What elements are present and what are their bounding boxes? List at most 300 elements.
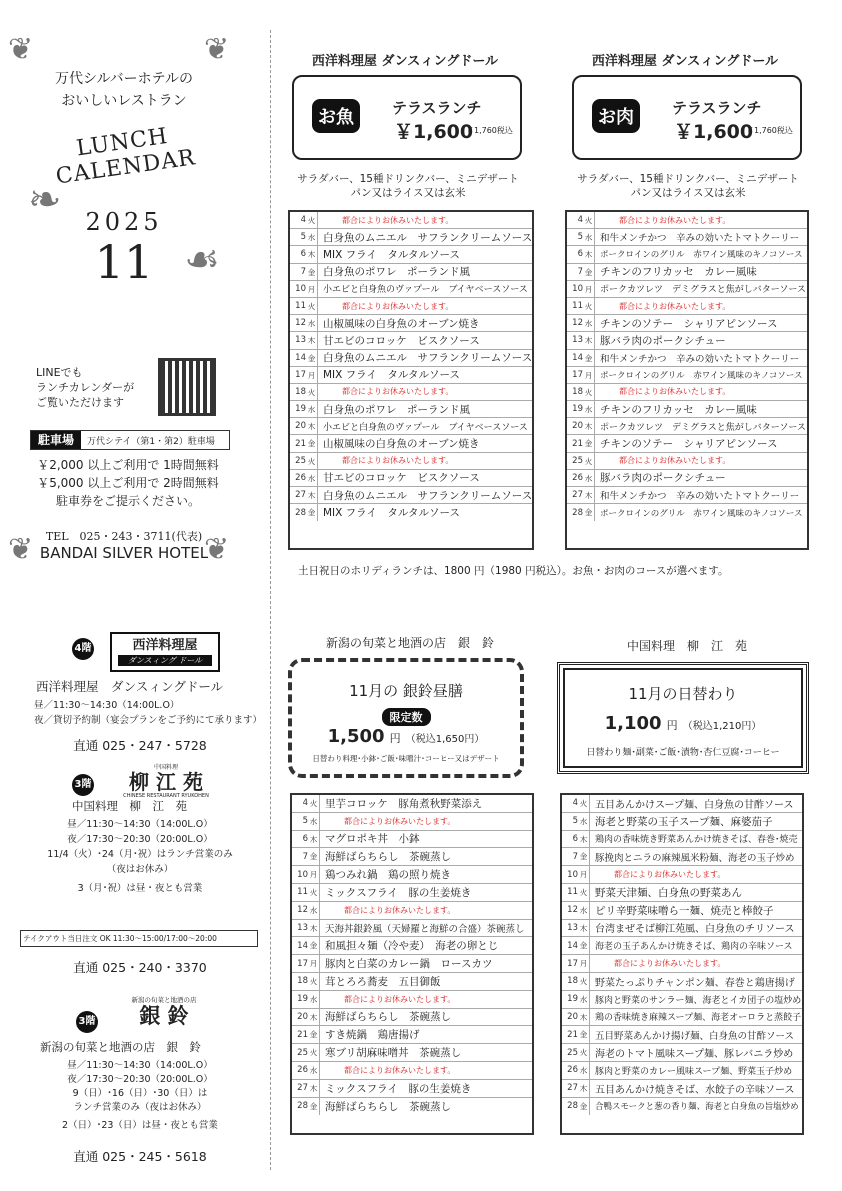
ginrei-price: 1,500: [327, 726, 385, 747]
row-dish: 五目野菜あんかけ揚げ麺、白身魚の甘酢ソース: [595, 1030, 795, 1042]
row-date: 10: [567, 869, 578, 880]
table-row: [562, 848, 802, 866]
table-row: [562, 813, 802, 831]
row-dish: 鶏つみれ鍋 鶏の照り焼き: [325, 869, 451, 882]
row-dish: 和牛メンチかつ 辛みの効いたトマトクーリー: [600, 233, 800, 245]
table-row: [292, 902, 532, 920]
row-weekday: 金: [583, 504, 595, 521]
row-weekday: 火: [308, 973, 320, 990]
row-date: 18: [567, 976, 578, 987]
row-date: 12: [297, 905, 308, 916]
row-weekday: 水: [583, 401, 595, 417]
calendar-month: 11: [94, 235, 154, 289]
row-date: 17: [295, 369, 306, 380]
row-weekday: 水: [583, 470, 595, 486]
row-weekday: 水: [306, 229, 318, 245]
table-row: [567, 212, 807, 229]
table-row: [290, 504, 532, 521]
row-weekday: 木: [578, 920, 590, 937]
table-row: [562, 1026, 802, 1044]
intro-line-1: 万代シルバーホテルの: [55, 71, 193, 87]
row-date: 6: [572, 833, 578, 844]
row-date: 19: [297, 994, 308, 1005]
row-date: 4: [300, 215, 306, 226]
row-weekday: 木: [583, 418, 595, 434]
table-row: [292, 795, 532, 813]
swirl-ornament-icon: ☙: [184, 237, 220, 283]
fish-menu-table: [288, 210, 534, 550]
row-date: 21: [295, 438, 306, 449]
floor-badge: 4階: [72, 638, 94, 660]
row-date: 13: [567, 922, 578, 933]
row-weekday: 木: [306, 246, 318, 262]
ryuko-logo-sub: CHINESE RESTAURANT RYUKOHEN: [123, 793, 209, 799]
row-dish: 甘エビのコロッケ ビスクソース: [323, 472, 480, 485]
table-row: [562, 866, 802, 884]
table-row: [290, 418, 532, 435]
row-closed-note: 都合によりお休みいたします。: [344, 905, 456, 915]
dance-logo-main: 西洋料理屋: [132, 638, 198, 653]
row-date: 17: [572, 369, 583, 380]
row-weekday: 水: [578, 902, 590, 919]
dance-tel: 直通 025・247・5728: [73, 738, 207, 753]
table-row: [292, 1044, 532, 1062]
table-row: [562, 937, 802, 955]
row-dish: 白身魚のムニエル サフランクリームソース: [322, 352, 532, 365]
row-weekday: 水: [306, 470, 318, 486]
row-date: 14: [297, 940, 308, 951]
row-weekday: 金: [306, 435, 318, 451]
row-date: 27: [297, 1083, 308, 1094]
row-weekday: 金: [308, 1026, 320, 1043]
dance-name: 西洋料理屋 ダンスィングドール: [36, 679, 224, 694]
parking-line-3: 駐車券をご提示ください。: [55, 494, 200, 508]
intro-line-2: おいしいレストラン: [61, 93, 187, 109]
meat-price: ￥1,600: [674, 121, 754, 143]
parking-label: 駐車場: [31, 431, 81, 449]
table-row: [292, 1062, 532, 1080]
row-weekday: 金: [578, 1026, 590, 1043]
ryuko-price: 1,100: [604, 713, 662, 734]
row-weekday: 水: [583, 229, 595, 245]
row-date: 26: [567, 1065, 578, 1076]
ginrei-logo-small: 新潟の旬菜と地酒の店: [131, 996, 197, 1004]
row-weekday: 月: [578, 955, 590, 972]
row-date: 26: [295, 472, 306, 483]
row-date: 7: [572, 851, 578, 862]
row-date: 21: [567, 1029, 578, 1040]
table-row: [567, 229, 807, 246]
table-row: [292, 1080, 532, 1098]
row-dish: ポークロインのグリル 赤ワイン風味のキノコソース: [600, 508, 803, 519]
table-row: [562, 1009, 802, 1027]
ginrei-badge: 限定数: [382, 708, 431, 726]
hotel-tel: TEL 025・243・3711(代表): [45, 530, 203, 543]
table-row: [290, 281, 532, 298]
row-dish: 合鴨スモークと葱の香り麺、海老と白身魚の旨塩炒め: [595, 1102, 799, 1113]
row-weekday: 木: [306, 418, 318, 434]
row-dish: 天海丼銀鈴風（天婦羅と海鮮の合盛）茶碗蒸し: [325, 923, 525, 935]
row-weekday: 水: [306, 315, 318, 331]
table-row: [292, 848, 532, 866]
row-weekday: 月: [308, 866, 320, 883]
row-weekday: 火: [583, 212, 595, 228]
row-weekday: 木: [583, 487, 595, 503]
row-dish: チキンのソテー シャリアピンソース: [600, 317, 778, 330]
table-row: [562, 1098, 802, 1116]
hotel-name: BANDAI SILVER HOTEL: [39, 544, 209, 562]
row-dish: 小エビと白身魚のヴァプール ブイヤベースソース: [323, 285, 528, 296]
row-date: 5: [572, 816, 578, 827]
row-date: 27: [295, 490, 306, 501]
ryuko-takeout: テイクアウト当日注文 OK 11:30～15:00/17:00～20:00: [20, 930, 258, 947]
row-weekday: 金: [578, 848, 590, 865]
fish-restaurant-name: 西洋料理屋 ダンスィングドール: [311, 54, 499, 69]
divider: [270, 30, 271, 1170]
row-date: 13: [295, 335, 306, 346]
row-dish: 寒ブリ胡麻味噌丼 茶碗蒸し: [325, 1047, 462, 1060]
row-dish: 和牛メンチかつ 辛みの効いたトマトクーリー: [600, 491, 800, 503]
row-dish: ピリ辛野菜味噌ら一麺、焼売と棒餃子: [595, 904, 774, 917]
row-dish: 五目あんかけ焼きそば、水餃子の辛味ソース: [595, 1084, 795, 1096]
table-row: [290, 212, 532, 229]
ryuko-title: 11月の日替わり: [628, 685, 738, 703]
fish-price: ￥1,600: [394, 121, 474, 143]
row-weekday: 水: [583, 315, 595, 331]
table-row: [290, 246, 532, 263]
row-date: 20: [295, 421, 306, 432]
row-dish: 豚肉と白菜のカレー鍋 ロースカツ: [325, 958, 493, 971]
row-date: 25: [567, 1047, 578, 1058]
parking-line-2: ￥5,000 以上ご利用で 2時間無料: [37, 476, 219, 490]
row-date: 18: [572, 386, 583, 397]
row-closed-note: 都合によりお休みいたします。: [344, 816, 456, 826]
row-date: 28: [295, 507, 306, 518]
ginrei-note-3: 2（日）･23（日）は昼・夜とも営業: [62, 1120, 218, 1131]
table-row: [290, 487, 532, 504]
table-row: [290, 229, 532, 246]
row-dish: 豚バラ肉のポークシチュー: [600, 334, 726, 347]
row-dish: 海老の玉子あんかけ焼きそば、鶏肉の辛味ソース: [595, 942, 793, 953]
row-weekday: 月: [308, 955, 320, 972]
row-date: 21: [297, 1029, 308, 1040]
table-row: [290, 350, 532, 367]
row-date: 25: [572, 455, 583, 466]
row-weekday: 火: [578, 884, 590, 901]
table-row: [562, 973, 802, 991]
row-date: 18: [297, 976, 308, 987]
row-dish: 海鮮ばらちらし 茶碗蒸し: [325, 1011, 451, 1024]
row-weekday: 金: [578, 1098, 590, 1116]
ryuko-note-3: 3（月･祝）は昼・夜とも営業: [77, 883, 203, 894]
row-weekday: 水: [308, 813, 320, 830]
line-text-3: ご覧いただけます: [36, 396, 124, 409]
row-weekday: 木: [306, 487, 318, 503]
table-row: [292, 1098, 532, 1116]
table-row: [290, 401, 532, 418]
row-date: 20: [297, 1011, 308, 1022]
table-row: [567, 401, 807, 418]
row-weekday: 木: [308, 1009, 320, 1026]
row-weekday: 金: [583, 264, 595, 280]
parking-line-1: ￥2,000 以上ご利用で 1時間無料: [37, 458, 219, 472]
row-closed-note: 都合によりお休みいたします。: [619, 387, 731, 397]
row-weekday: 金: [308, 848, 320, 865]
row-weekday: 火: [306, 212, 318, 228]
row-weekday: 金: [578, 937, 590, 954]
row-dish: 茸とろろ蕎麦 五目御飯: [325, 975, 441, 988]
floor-badge: 3階: [76, 1011, 98, 1033]
row-weekday: 火: [583, 298, 595, 314]
row-date: 5: [300, 232, 306, 243]
row-weekday: 月: [583, 367, 595, 383]
row-dish: MIX フライ タルタルソース: [323, 507, 460, 520]
row-date: 28: [567, 1101, 578, 1112]
row-date: 13: [297, 922, 308, 933]
table-row: [567, 504, 807, 521]
row-weekday: 木: [306, 332, 318, 348]
row-date: 7: [577, 266, 583, 277]
row-date: 11: [567, 887, 578, 898]
ginrei-title: 11月の 銀鈴昼膳: [349, 682, 463, 700]
row-weekday: 木: [308, 831, 320, 848]
meat-lunch-box: [572, 75, 802, 160]
row-dish: チキンのソテー シャリアピンソース: [600, 438, 778, 451]
table-row: [562, 1044, 802, 1062]
row-weekday: 火: [578, 973, 590, 990]
ginrei-yen: 円: [389, 732, 401, 745]
row-weekday: 木: [578, 1009, 590, 1026]
row-dish: 和風担々麺（冷や麦） 海老の卵とじ: [325, 940, 499, 953]
row-date: 5: [302, 816, 308, 827]
table-row: [567, 384, 807, 401]
fish-title: テラスランチ: [392, 99, 482, 117]
row-dish: ポークカツレツ デミグラスと焦がしバターソース: [600, 285, 806, 296]
row-dish: 豚挽肉とニラの麻辣風米粉麺、海老の玉子炒め: [595, 852, 795, 864]
row-date: 4: [572, 798, 578, 809]
ryuko-note-2: （夜はお休み）: [106, 864, 174, 875]
row-closed-note: 都合によりお休みいたします。: [342, 215, 454, 225]
table-row: [567, 298, 807, 315]
row-weekday: 木: [583, 332, 595, 348]
ryuko-menu-table: [560, 793, 804, 1135]
row-dish: チキンのフリカッセ カレー風味: [600, 403, 757, 416]
row-dish: 野菜天津麺、白身魚の野菜あん: [595, 886, 742, 899]
table-row: [567, 418, 807, 435]
row-weekday: 水: [308, 902, 320, 919]
meat-restaurant-name: 西洋料理屋 ダンスィングドール: [591, 54, 779, 69]
table-row: [562, 902, 802, 920]
line-text-1: LINEでも: [36, 366, 83, 379]
row-weekday: 水: [306, 401, 318, 417]
table-row: [290, 332, 532, 349]
ryuko-lunch-box: [557, 662, 809, 774]
fish-note-2: パン又はライス又は玄米: [350, 187, 466, 199]
table-row: [567, 246, 807, 263]
table-row: [292, 973, 532, 991]
row-date: 11: [297, 887, 308, 898]
table-row: [290, 470, 532, 487]
row-weekday: 火: [583, 384, 595, 400]
row-date: 7: [300, 266, 306, 277]
row-weekday: 火: [306, 298, 318, 314]
meat-menu-table: [565, 210, 809, 550]
row-dish: 白身魚のポワレ ポーランド風: [323, 403, 470, 416]
row-dish: 海鮮ばらちらし 茶碗蒸し: [325, 1100, 451, 1113]
row-date: 14: [295, 352, 306, 363]
row-date: 6: [577, 249, 583, 260]
row-weekday: 月: [583, 281, 595, 297]
row-date: 25: [295, 455, 306, 466]
ryuko-name: 中国料理 柳 江 苑: [72, 799, 187, 813]
row-date: 12: [567, 905, 578, 916]
row-weekday: 月: [306, 281, 318, 297]
meat-note-1: サラダバー、15種ドリンクバー、ミニデザート: [577, 173, 799, 185]
row-dish: 白身魚のポワレ ポーランド風: [323, 266, 470, 279]
row-date: 12: [572, 318, 583, 329]
row-date: 27: [572, 490, 583, 501]
row-date: 19: [567, 994, 578, 1005]
table-row: [567, 332, 807, 349]
ryuko-tax: （税込1,210円）: [682, 721, 762, 732]
row-dish: 山椒風味の白身魚のオーブン焼き: [323, 317, 480, 330]
dance-hours-1: 昼／11:30～14:30（14:00L.O）: [34, 700, 180, 711]
row-weekday: 木: [578, 831, 590, 848]
ginrei-logo-main: 銀 鈴: [139, 1003, 189, 1028]
row-dish: 白身魚のムニエル サフランクリームソース: [322, 489, 532, 502]
table-row: [567, 367, 807, 384]
row-dish: 豚肉と野菜のカレー風味スープ麺、野菜玉子炒め: [595, 1066, 793, 1077]
row-date: 10: [572, 283, 583, 294]
table-row: [290, 264, 532, 281]
hotel-header: [8, 30, 240, 590]
table-row: [292, 1026, 532, 1044]
table-row: [562, 884, 802, 902]
fish-badge: お魚: [312, 99, 360, 133]
row-date: 6: [300, 249, 306, 260]
row-dish: 山椒風味の白身魚のオーブン焼き: [323, 438, 480, 451]
row-weekday: 月: [306, 367, 318, 383]
row-dish: 鶏の香味焼き麻辣スープ麺、海老オーロラと蒸餃子: [595, 1013, 802, 1024]
row-weekday: 水: [308, 991, 320, 1008]
row-closed-note: 都合によりお休みいたします。: [614, 870, 726, 880]
row-weekday: 火: [578, 1044, 590, 1061]
row-date: 18: [295, 386, 306, 397]
row-weekday: 火: [578, 795, 590, 812]
table-row: [292, 955, 532, 973]
row-date: 20: [572, 421, 583, 432]
ryuko-yen: 円: [666, 719, 678, 732]
fish-note-1: サラダバー、15種ドリンクバー、ミニデザート: [297, 173, 519, 185]
row-weekday: 金: [306, 264, 318, 280]
meat-title: テラスランチ: [672, 99, 762, 117]
ryuko-restaurant-name: 中国料理 柳 江 苑: [626, 639, 747, 653]
meat-tax: ￥1,760税込: [746, 126, 793, 135]
row-dish: ミックスフライ 豚の生姜焼き: [325, 886, 472, 899]
row-date: 14: [567, 940, 578, 951]
floor-badge: 3階: [72, 774, 94, 796]
ginrei-restaurant-name: 新潟の旬菜と地酒の店 銀 鈴: [325, 636, 494, 650]
table-row: [562, 920, 802, 938]
row-dish: すき焼鍋 鶏唐揚げ: [325, 1029, 420, 1042]
dance-logo: [110, 632, 220, 672]
calendar-title: LUNCH CALENDAR: [54, 123, 198, 190]
table-row: [290, 298, 532, 315]
row-dish: MIX フライ タルタルソース: [323, 248, 460, 261]
table-row: [567, 453, 807, 470]
row-weekday: 水: [578, 813, 590, 830]
table-row: [562, 795, 802, 813]
row-dish: ミックスフライ 豚の生姜焼き: [325, 1082, 472, 1095]
dance-logo-sub: ダンスィング ドール: [118, 655, 212, 666]
row-dish: 海鮮ばらちらし 茶碗蒸し: [325, 851, 451, 864]
parking-place: 万代シテイ（第1・第2）駐車場: [87, 437, 215, 447]
row-date: 27: [567, 1083, 578, 1094]
table-row: [567, 470, 807, 487]
row-weekday: 金: [308, 937, 320, 954]
row-weekday: 火: [583, 453, 595, 469]
fish-tax: ￥1,760税込: [466, 126, 513, 135]
table-row: [290, 315, 532, 332]
row-dish: マグロポキ丼 小鉢: [325, 833, 420, 846]
row-date: 26: [297, 1065, 308, 1076]
row-weekday: 水: [308, 1062, 320, 1079]
row-weekday: 火: [308, 795, 320, 812]
row-dish: 野菜たっぷりチャンポン麺、春巻と鶏唐揚げ: [595, 977, 795, 989]
table-row: [567, 487, 807, 504]
ryuko-hours-1: 昼／11:30～14:30（14:00L.O）: [67, 819, 213, 830]
row-dish: 台湾まぜそば柳江苑風、白身魚のチリソース: [595, 924, 795, 936]
row-dish: 豚肉と野菜のサンラー麺、海老とイカ団子の塩炒め: [595, 995, 802, 1006]
ginrei-menu-table: [290, 793, 534, 1135]
table-row: [290, 435, 532, 452]
row-weekday: 金: [308, 1098, 320, 1116]
row-date: 5: [577, 232, 583, 243]
row-dish: 海老のトマト風味スープ麺、豚レバニラ炒め: [595, 1049, 794, 1061]
table-row: [292, 991, 532, 1009]
fish-lunch-box: [292, 75, 522, 160]
row-dish: チキンのフリカッセ カレー風味: [600, 266, 757, 279]
ryuko-logo-main: 柳 江 苑: [129, 770, 203, 794]
row-date: 26: [572, 472, 583, 483]
qr-code-icon[interactable]: [158, 358, 216, 416]
ginrei-tax: （税込1,650円）: [405, 734, 485, 745]
row-dish: 甘エビのコロッケ ビスクソース: [323, 334, 480, 347]
table-row: [290, 367, 532, 384]
meat-note-2: パン又はライス又は玄米: [630, 187, 746, 199]
row-dish: ポークカツレツ デミグラスと焦がしバターソース: [600, 422, 806, 433]
row-dish: 鶏肉の香味焼き野菜あんかけ焼きそば、春巻･焼売: [595, 835, 798, 846]
row-date: 11: [295, 301, 306, 312]
row-closed-note: 都合によりお休みいたします。: [619, 301, 731, 311]
ginrei-lunch-box: [288, 658, 524, 778]
row-closed-note: 都合によりお休みいたします。: [619, 456, 731, 466]
row-dish: 和牛メンチかつ 辛みの効いたトマトクーリー: [600, 353, 800, 365]
table-row: [292, 866, 532, 884]
row-date: 28: [297, 1101, 308, 1112]
table-row: [562, 1080, 802, 1098]
row-weekday: 火: [306, 453, 318, 469]
row-dish: 五目あんかけスープ麺、白身魚の甘酢ソース: [595, 799, 794, 811]
row-date: 13: [572, 335, 583, 346]
table-row: [292, 813, 532, 831]
dance-hours-2: 夜／貸切予約制（宴会プランをご予約にて承ります）: [34, 715, 263, 726]
table-row: [562, 991, 802, 1009]
row-date: 28: [572, 507, 583, 518]
row-weekday: 火: [308, 884, 320, 901]
table-row: [562, 831, 802, 849]
table-row: [290, 384, 532, 401]
